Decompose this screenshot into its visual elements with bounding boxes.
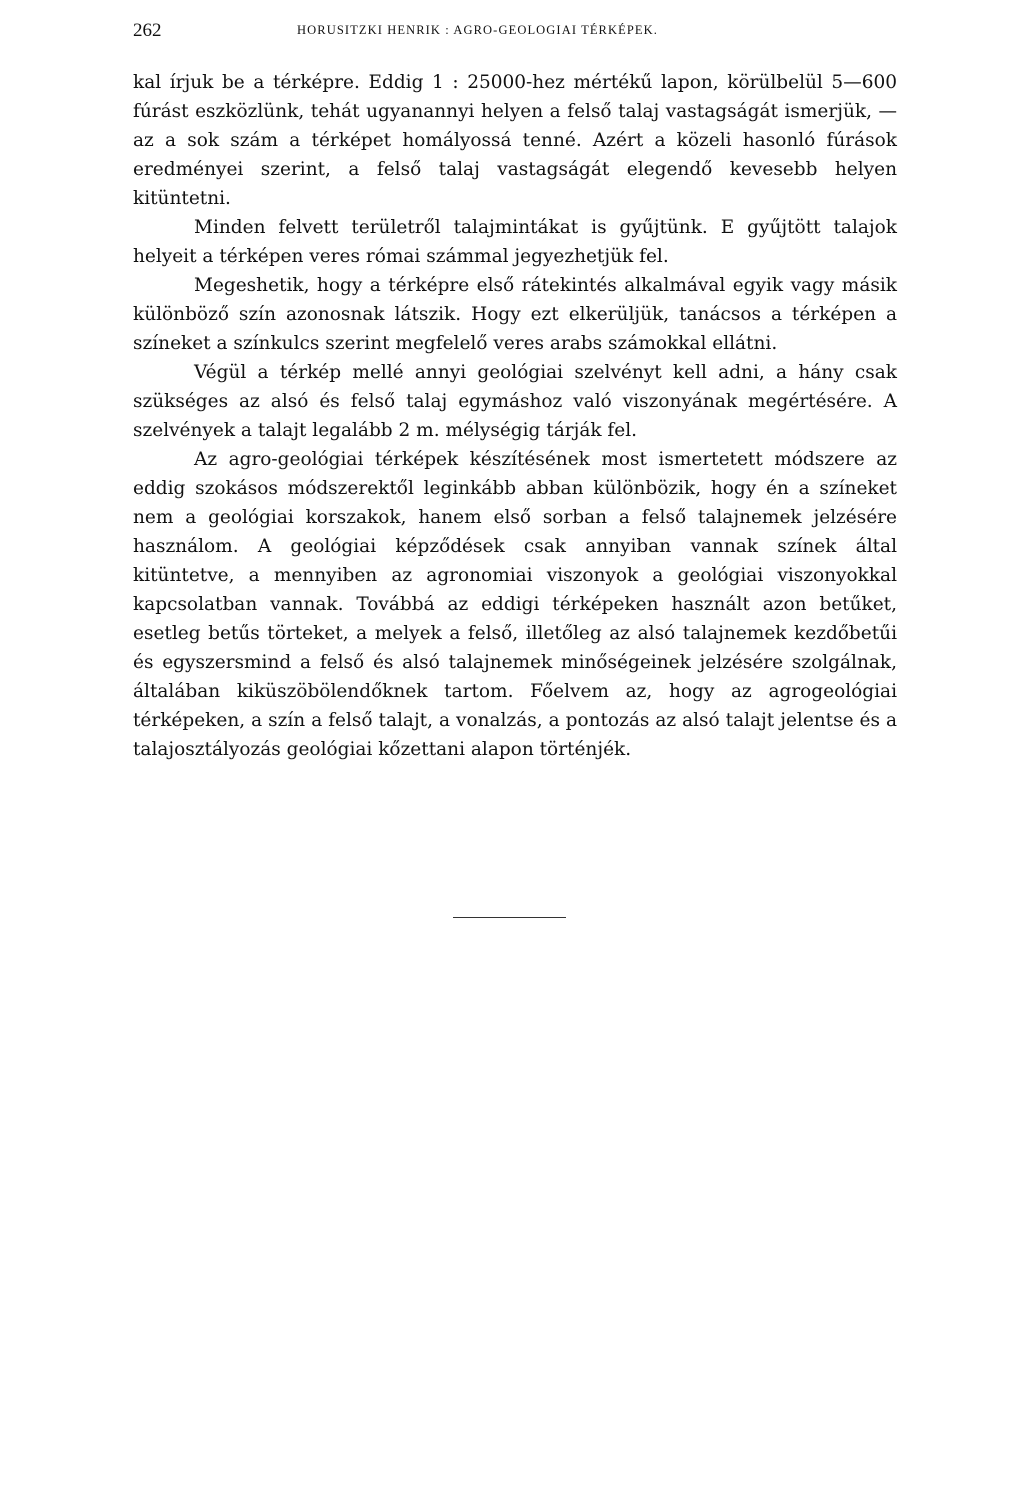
running-title: HORUSITZKI HENRIK : AGRO-GEOLOGIAI TÉRKÉPEK.	[297, 23, 658, 37]
paragraph-geological-sections: Végül a térkép mellé annyi geológiai szelvényt kell adni, a hány csak szükséges az alsó és felső talaj egymáshoz való viszonyának megértésére. A szelvények a talajt legalább 2 m. mélységig tárják fel.	[133, 362, 897, 441]
page-number: 262	[133, 20, 162, 41]
paragraph-method-summary: Az agro-geológiai térképek készítésének most ismertetett módszere az eddig szokásos módszerektől leginkább abban különbözik, hogy én a színeket nem a geológiai korszakok, hanem első sorban a felső talajnemek jelzésére használom. A geológiai képződések csak annyiban vannak színek által kitüntetve, a mennyiben az agronomiai viszonyok a geológiai viszonyokkal kapcsolatban vannak. Továbbá az eddigi térképeken használt azon betűket, esetleg betűs törteket, a melyek a felső, illetőleg az alsó talajnemek kezdőbetűi és egyszersmind a felső és alsó talajnemek minőségeinek jelzésére szolgálnak, általában kiküszöbölendőknek tartom. Főelvem az, hogy az agrogeológiai térképeken, a szín a felső talajt, a vonalzás, a pontozás az alsó talajt jelentse és a talajosztályozás geológiai kőzettani alapon történjék.	[133, 449, 897, 760]
section-end-rule	[453, 917, 566, 918]
paragraph-continued: kal írjuk be a térképre. Eddig 1 : 25000-hez mértékű lapon, körülbelül 5—600 fúrást eszközlünk, tehát ugyanannyi helyen a felső talaj vastagságát ismerjük, — az a sok szám a térképet homályossá tenné. Azért a közeli hasonló fúrások eredményei szerint, a felső talaj vastagságát elegendő kevesebb helyen kitüntetni.	[133, 72, 897, 209]
paragraph-color-numbers: Megeshetik, hogy a térképre első rátekintés alkalmával egyik vagy másik különböző szín azonosnak látszik. Hogy ezt elkerüljük, tanácsos a térképen a színeket a színkulcs szerint megfelelő veres arabs számokkal ellátni.	[133, 275, 897, 354]
running-head	[133, 20, 897, 42]
body-text	[133, 68, 897, 764]
paragraph-soil-samples: Minden felvett területről talajmintákat is gyűjtünk. E gyűjtött talajok helyeit a térképen veres római számmal jegyezhetjük fel.	[133, 217, 897, 267]
